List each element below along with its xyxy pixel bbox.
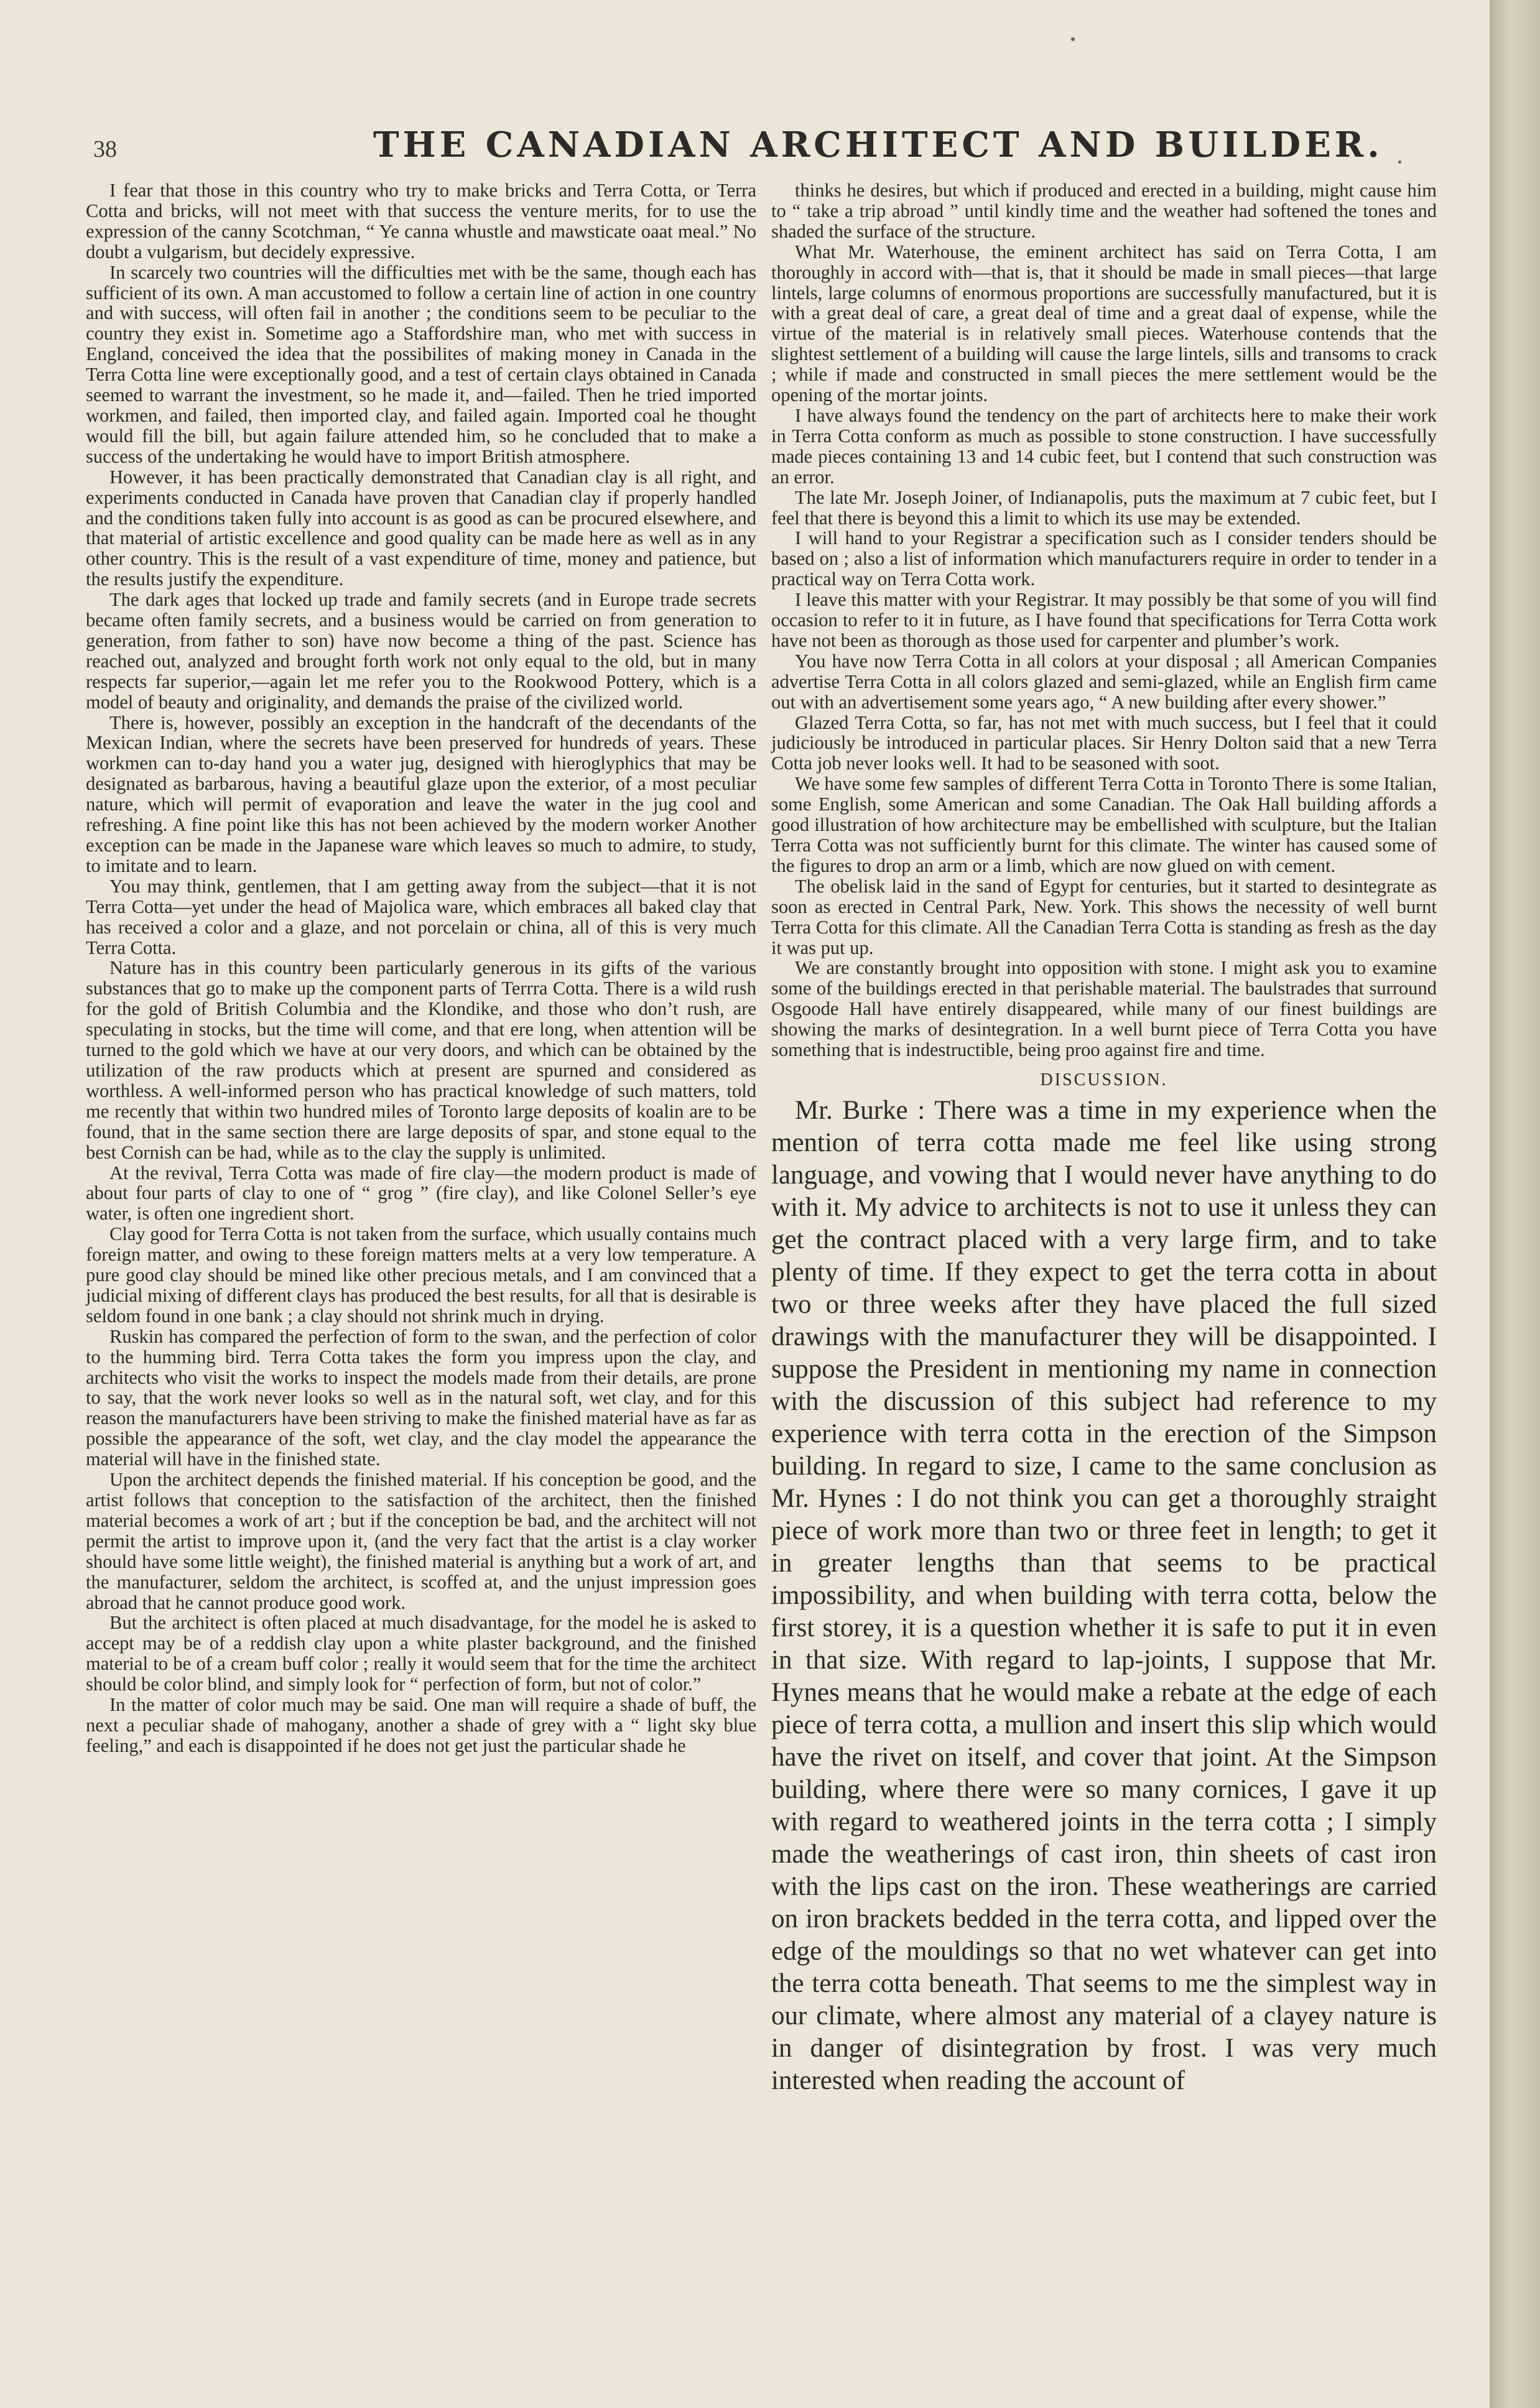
page-gutter <box>1490 0 1540 2408</box>
paragraph: There is, however, possibly an exception in the handcraft of the decendants of the Mexican Indian, where the secrets have been preserved for hundreds of years. These workmen can to-day hand you a water jug, designed with hieroglyphics that may be designated as barbarous, having a beautiful glaze upon the exterior, of a most peculiar nature, which will permit of evaporation and leave the water in the jug cool and refreshing. A fine point like this has not been achieved by the modern worker Another exception can be made in the Japanese ware which leaves so much to admire, to study, to imitate and to learn. <box>86 711 756 876</box>
paper-speck <box>1398 160 1401 164</box>
paragraph: Ruskin has compared the perfection of form to the swan, and the perfection of color to the humming bird. Terra Cotta takes the form you impress upon the clay, and architects who visit the works to inspect the models made from their details, are prone to say, that the work never looks so well as in the natural soft, wet clay, and for this reason the manufacturers have been striving to make the finished material have as far as possible the appearance of the soft, wet clay, and the clay model the appearance the material will have in the finished state. <box>86 1325 756 1470</box>
paragraph: The obelisk laid in the sand of Egypt for centuries, but it started to desintegrate as soon as erected in Central Park, New. York. This shows the necessity of well burnt Terra Cotta for this climate. All the Canadian Terra Cotta is standing as fresh as the day it was put up. <box>771 875 1437 958</box>
paragraph: The dark ages that locked up trade and family secrets (and in Europe trade secrets became often family secrets, and a business would be carried on from generation to generation, from father to son) have now become a thing of the past. Science has reached out, analyzed and brought forth work not only equal to the old, but in many respects far superior,—again let me refer you to the Rookwood Pottery, which is a model of beauty and originality, and demands the praise of the civilized world. <box>86 589 756 713</box>
paragraph: Glazed Terra Cotta, so far, has not met with much success, but I feel that it could judiciously be introduced in particular places. Sir Henry Dolton said that a new Terra Cotta job never looks well. It had to be seasoned with soot. <box>771 711 1437 774</box>
paragraph: However, it has been practically demonstrated that Canadian clay is all right, and experiments conducted in Canada have proven that Canadian clay if properly handled and the conditions taken fully into account is as good as can be procured elsewhere, and that material of artistic excellence and good quality can be made here as well as in any other country. This is the result of a vast expenditure of time, money and patience, but the results justify the expenditure. <box>86 466 756 590</box>
running-title: THE CANADIAN ARCHITECT AND BUILDER. <box>373 124 1383 165</box>
page-number: 38 <box>93 136 117 162</box>
paragraph: But the architect is often placed at much disadvantage, for the model he is asked to accept may be of a reddish clay upon a white plaster background, and the finished material to be of a cream buff color ; really it would seem that for the time the architect should be color blind, and simply look for “ perfection of form, but not of color.” <box>86 1612 756 1695</box>
paragraph: In the matter of color much may be said. One man will require a shade of buff, the next a peculiar shade of mahogany, another a shade of grey with a “ light sky blue feeling,” and each is disappointed if he does not get just the particular shade he <box>86 1694 756 1756</box>
paragraph: I leave this matter with your Registrar. It may possibly be that some of you will find occasion to refer to it in future, as I have found that specifications for Terra Cotta work have not been as thorough as those used for carpenter and plumber’s work. <box>771 589 1437 651</box>
paragraph: Clay good for Terra Cotta is not taken from the surface, which usually contains much foreign matter, and owing to these foreign matters melts at a very low temperature. A pure good clay should be mined like other precious metals, and I am convinced that a judicial mixing of different clays has produced the best results, for all that is desirable is seldom found in one bank ; a clay should not shrink much in drying. <box>86 1223 756 1327</box>
paragraph: Mr. Burke : There was a time in my experience when the mention of terra cotta made me feel like using strong language, and vowing that I would never have anything to do with it. My advice to architects is not to use it unless they can get the contract placed with a very large firm, and to take plenty of time. If they expect to get the terra cotta in about two or three weeks after they have placed the full sized drawings with the manufacturer they will be disappointed. I suppose the President in mentioning my name in connection with the discussion of this subject had reference to my experience with terra cotta in the erection of the Simpson building. In regard to size, I came to the same conclusion as Mr. Hynes : I do not think you can get a thoroughly straight piece of work more than two or three feet in length; to get it in greater lengths than that seems to be practical impossibility, and when building with terra cotta, below the first storey, it is a question whether it is safe to put it in even in that size. With regard to lap-joints, I suppose that Mr. Hynes means that he would make a rebate at the edge of each piece of terra cotta, a mullion and insert this slip which would have the rivet on itself, and cover that joint. At the Simpson building, where there were so many cornices, I gave it up with regard to weathered joints in the terra cotta ; I simply made the weatherings of cast iron, thin sheets of cast iron with the lips cast on the iron. These weatherings are carried on iron brackets bedded in the terra cotta, and lipped over the edge of the mouldings so that no wet whatever can get into the terra cotta beneath. That seems to me the simplest way in our climate, where almost any material of a clayey nature is in danger of disintegration by frost. I was very much interested when reading the account of <box>771 1095 1437 2095</box>
right-column <box>771 180 1437 2097</box>
paragraph: What Mr. Waterhouse, the eminent architect has said on Terra Cotta, I am thoroughly in accord with—that is, that it should be made in small pieces—that large lintels, large columns of enormous proportions are successfully manufactured, but it is with a great deal of care, a great deal of time and a great daal of expense, while the virtue of the material is in relatively small pieces. Waterhouse contends that the slightest settlement of a building will cause the large lintels, sills and transoms to crack ; while if made and constructed in small pieces the mere settlement would be the opening of the mortar joints. <box>771 241 1437 406</box>
paragraph: You have now Terra Cotta in all colors at your disposal ; all American Companies advertise Terra Cotta in all colors glazed and semi-glazed, while an English firm came out with an advertisement some years ago, “ A new building after every shower.” <box>771 650 1437 713</box>
paragraph: I will hand to your Registrar a specification such as I consider tenders should be based on ; also a list of information which manufacturers require in order to tender in a practical way on Terra Cotta work. <box>771 527 1437 590</box>
paragraph: Upon the architect depends the finished material. If his conception be good, and the artist follows that conception to the satisfaction of the architect, then the finished material becomes a work of art ; but if the conception be bad, and the architect will not permit the artist to improve upon it, (and the very fact that the artist is a clay worker should have some little weight), the finished material is anything but a work of art, and the manufacturer, seldom the architect, is scoffed at, and the unjust impression goes abroad that he cannot produce good work. <box>86 1469 756 1613</box>
paragraph: The late Mr. Joseph Joiner, of Indianapolis, puts the maximum at 7 cubic feet, but I feel that there is beyond this a limit to which its use may be extended. <box>771 486 1437 529</box>
paragraph: I have always found the tendency on the part of architects here to make their work in Terra Cotta conform as much as possible to stone construction. I have successfully made pieces containing 13 and 14 cubic feet, but I contend that such construction was an error. <box>771 404 1437 488</box>
paragraph: You may think, gentlemen, that I am getting away from the subject—that it is not Terra Cotta—yet under the head of Majolica ware, which embraces all baked clay that has received a color and a glaze, and not porcelain or china, all of this is very much Terra Cotta. <box>86 875 756 958</box>
paragraph: I fear that those in this country who try to make bricks and Terra Cotta, or Terra Cotta and bricks, will not meet with that success the venture merits, for to use the expression of the canny Scotchman, “ Ye canna whustle and mawsticate oaat meal.” No doubt a vulgarism, but decidely expressive. <box>86 180 756 262</box>
paragraph: At the revival, Terra Cotta was made of fire clay—the modern product is made of about four parts of clay to one of “ grog ” (fire clay), and like Colonel Seller’s eye water, is often one ingredient short. <box>86 1162 756 1225</box>
discussion-section <box>771 1095 1437 2097</box>
paragraph: Nature has in this country been particularly generous in its gifts of the various substances that go to make up the component parts of Terrra Cotta. There is a wild rush for the gold of British Columbia and the Klondike, and those who don’t rush, are speculating in stocks, but the time will come, and that ere long, when attention will be turned to the gold which we have at our very doors, and which can be obtained by the utilization of the raw products which at present are spurned and considered as worthless. A well-informed person who has practical knowledge of such matters, told me recently that within two hundred miles of Toronto large deposits of koalin are to be found, that in the same section there are large deposits of spar, and stone equal to the best Cornish can be had, while as to the clay the supply is unlimited. <box>86 957 756 1163</box>
paragraph: thinks he desires, but which if produced and erected in a building, might cause him to “ take a trip abroad ” until kindly time and the weather had softened the tones and shaded the surface of the structure. <box>771 180 1437 242</box>
paper-speck <box>1071 37 1075 41</box>
paragraph: We have some few samples of different Terra Cotta in Toronto There is some Italian, some English, some American and some Canadian. The Oak Hall building affords a good illustration of how architecture may be embellished with sculpture, but the Italian Terra Cotta was not sufficiently burnt for this climate. The winter has caused some of the figures to drop an arm or a limb, which are now glued on with cement. <box>771 773 1437 876</box>
left-column <box>86 180 756 1756</box>
section-heading: DISCUSSION. <box>1040 1070 1168 1090</box>
paragraph: In scarcely two countries will the difficulties met with be the same, though each has sufficient of its own. A man accustomed to follow a certain line of action in one country and with success, will often fail in another ; the conditions seem to be peculiar to the country they exist in. Sometime ago a Staffordshire man, who met with success in England, conceived the idea that the possibilites of making money in Canada in the Terra Cotta line were exceptionally good, and a test of certain clays obtained in Canada seemed to warrant the investment, so he made it, and—failed. Then he tried imported workmen, and failed, then imported clay, and failed again. Imported coal he thought would fill the bill, but again failure attended him, so he concluded that to make a success of the undertaking he would have to import British atmosphere. <box>86 261 756 467</box>
paragraph: We are constantly brought into opposition with stone. I might ask you to examine some of the buildings erected in that perishable material. The baulstrades that surround Osgoode Hall have entirely disappeared, while many of our finest buildings are showing the marks of desintegration. In a well burnt piece of Terra Cotta you have something that is indestructible, being proo against fire and time. <box>771 957 1437 1061</box>
